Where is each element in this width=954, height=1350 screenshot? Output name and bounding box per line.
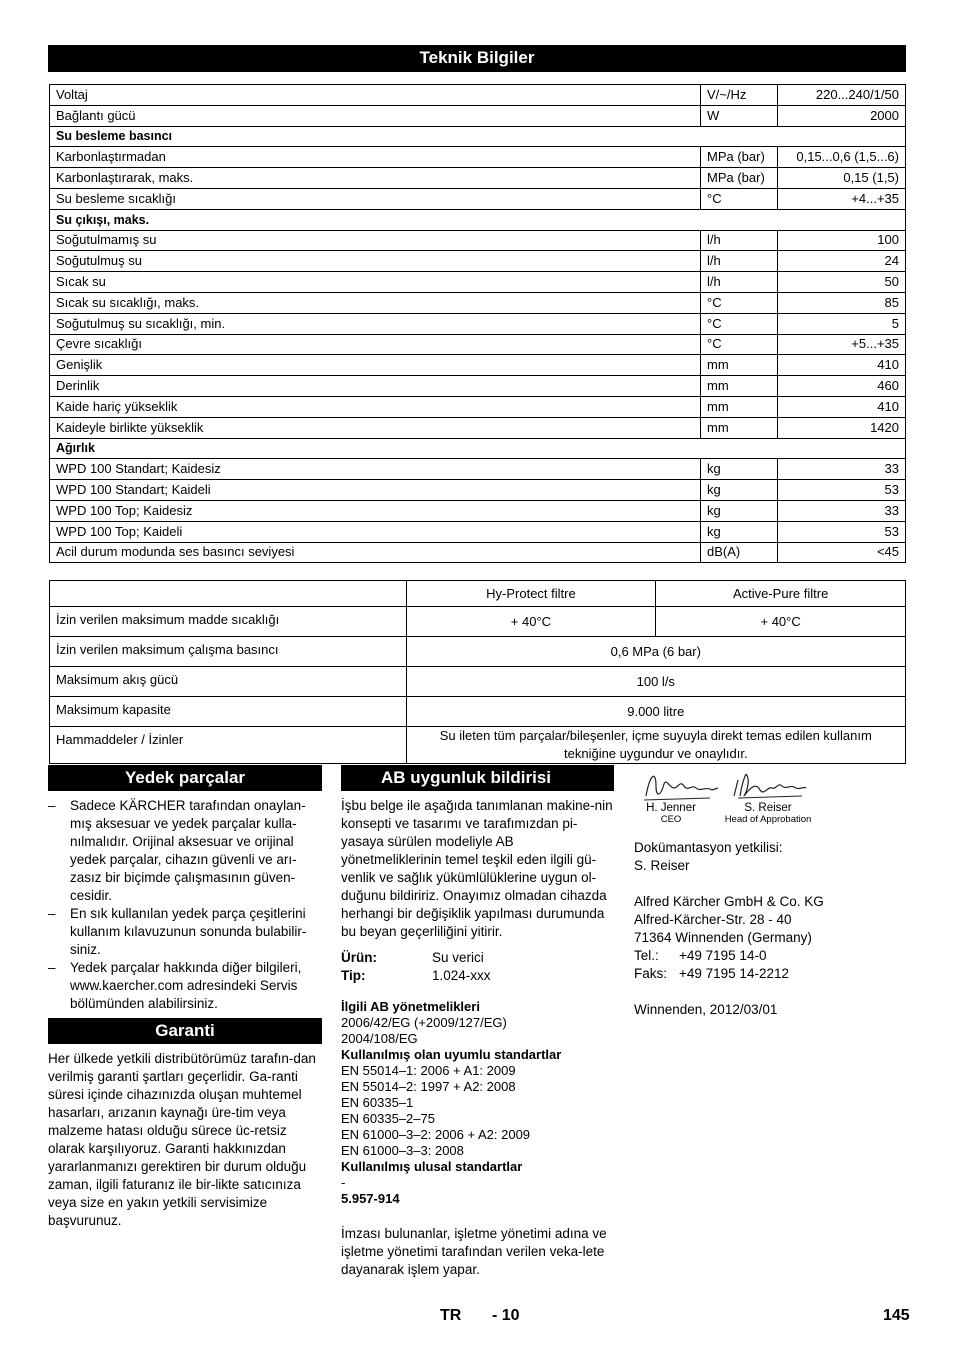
cell-value: 0,15...0,6 (1,5...6) bbox=[778, 147, 906, 168]
cell-label: Acil durum modunda ses basıncı seviyesi bbox=[50, 542, 701, 563]
signer-name: H. Jenner bbox=[646, 802, 696, 814]
type-value: 1.024-xxx bbox=[432, 968, 491, 983]
cell-value: 410 bbox=[778, 355, 906, 376]
table-row bbox=[50, 251, 906, 272]
table-row bbox=[50, 667, 906, 697]
section-label: Ağırlık bbox=[50, 438, 906, 459]
cell-unit: W bbox=[701, 105, 778, 126]
cell-unit: l/h bbox=[701, 272, 778, 293]
cell-label: İzin verilen maksimum çalışma basıncı bbox=[50, 637, 407, 667]
cell-value: 24 bbox=[778, 251, 906, 272]
cell-value: 460 bbox=[778, 376, 906, 397]
signer-name: S. Reiser bbox=[744, 802, 792, 814]
list-item: EN 60335–2–75 bbox=[341, 1111, 435, 1126]
cell-unit: mm bbox=[701, 417, 778, 438]
cell-value: + 40°C bbox=[656, 607, 906, 637]
cell-value: 410 bbox=[778, 396, 906, 417]
national-value: - bbox=[341, 1175, 346, 1190]
signer-role: CEO bbox=[660, 814, 682, 825]
section-title: AB uygunluk bildirisi bbox=[381, 768, 552, 787]
section-title: Yedek parçalar bbox=[124, 768, 246, 787]
warranty-text: Her ülkede yetkili distribütörümüz tarafın-dan verilmiş garanti şartları geçerlidir. Ga-ranti süresi içinde cihazınızda oluşan muhtemel hasarları, arızanın kaynağı üre-tim veya malzeme hatası olduğu sürece üc-retsiz olarak karşılıyoruz. Garanti hakkınızdan yararlanmanızı gerektiren bir durum olduğu zaman, ilgili faturanız ile bir-likte satıcınıza veya size en yakın yetkili servisimize başvurunuz. bbox=[48, 1051, 316, 1228]
conformity-column bbox=[341, 797, 616, 1279]
product-row bbox=[341, 949, 616, 967]
warranty-column bbox=[48, 1050, 322, 1230]
column-header bbox=[50, 581, 407, 607]
table-row bbox=[50, 376, 906, 397]
table-row bbox=[50, 697, 906, 727]
cell-unit: kg bbox=[701, 521, 778, 542]
cell-unit: mm bbox=[701, 376, 778, 397]
list-item: – En sık kullanılan yedek parça çeşitlerini kullanım kılavuzunun sonunda bulabilir-siniz. bbox=[48, 905, 322, 959]
cell-unit: mm bbox=[701, 355, 778, 376]
cell-value: 1420 bbox=[778, 417, 906, 438]
cell-unit: l/h bbox=[701, 251, 778, 272]
table-row bbox=[50, 637, 906, 667]
table-row bbox=[50, 607, 906, 637]
list-item: – Yedek parçalar hakkında diğer bilgileri, www.kaercher.com adresindeki Servis bölümünden alabilirsiniz. bbox=[48, 959, 322, 1013]
company: Alfred Kärcher GmbH & Co. KG bbox=[634, 894, 824, 909]
signature-jenner-icon bbox=[640, 766, 724, 806]
table-row bbox=[50, 355, 906, 376]
cell-value: 100 l/s bbox=[406, 667, 905, 697]
cell-label: Derinlik bbox=[50, 376, 701, 397]
tel-row bbox=[634, 947, 904, 965]
fax-row bbox=[634, 965, 904, 983]
cell-value: 2000 bbox=[778, 105, 906, 126]
table-header-row bbox=[50, 581, 906, 607]
table-section-row bbox=[50, 126, 906, 147]
cell-value: +5...+35 bbox=[778, 334, 906, 355]
list-item: EN 60335–1 bbox=[341, 1095, 414, 1110]
section-header-conformity bbox=[341, 765, 614, 791]
standards-title: Kullanılmış olan uyumlu standartlar bbox=[341, 1047, 562, 1062]
cell-label: Hammaddeler / İzinler bbox=[50, 727, 407, 764]
spares-column bbox=[48, 797, 322, 1013]
section-title: Teknik Bilgiler bbox=[419, 48, 535, 67]
table-section-row bbox=[50, 438, 906, 459]
cell-unit: l/h bbox=[701, 230, 778, 251]
signer-role: Head of Approbation bbox=[724, 814, 812, 825]
section-label: Su çıkışı, maks. bbox=[50, 209, 906, 230]
conformity-intro: İşbu belge ile aşağıda tanımlanan makine-nin konsepti ve tasarımı ve tarafımızdan pi-yasaya sürülen modeliyle AB yönetmeliklerinin temel teşkil eden ilgili gü-venlik ve sağlık yükümlülüklerine uygun ol-duğunu bildiririz. Onayımız olmadan cihazda herhangi bir değişiklik yapılması durumunda bu beyan geçerliliğini yitirir. bbox=[341, 798, 613, 939]
technical-table bbox=[49, 84, 906, 563]
section-header-spares bbox=[48, 765, 322, 791]
cell-unit: mm bbox=[701, 396, 778, 417]
cell-unit: °C bbox=[701, 334, 778, 355]
contact-column bbox=[634, 839, 904, 1019]
cell-value: +4...+35 bbox=[778, 188, 906, 209]
cell-value: 33 bbox=[778, 500, 906, 521]
cell-unit: °C bbox=[701, 313, 778, 334]
cell-value: 9.000 litre bbox=[406, 697, 905, 727]
doc-label: Dokümantasyon yetkilisi: bbox=[634, 840, 783, 855]
tel-label: Tel.: bbox=[634, 948, 659, 963]
table-row bbox=[50, 500, 906, 521]
cell-unit: MPa (bar) bbox=[701, 147, 778, 168]
signer-reiser bbox=[718, 802, 818, 825]
section-label: Su besleme basıncı bbox=[50, 126, 906, 147]
cell-value: 53 bbox=[778, 480, 906, 501]
column-header: Hy-Protect filtre bbox=[406, 581, 656, 607]
cell-unit: dB(A) bbox=[701, 542, 778, 563]
product-label: Ürün: bbox=[341, 950, 377, 965]
cell-label: Genişlik bbox=[50, 355, 701, 376]
document-number: 5.957-914 bbox=[341, 1191, 400, 1206]
street: Alfred-Kärcher-Str. 28 - 40 bbox=[634, 912, 792, 927]
cell-label: Soğutulmamış su bbox=[50, 230, 701, 251]
fax-value: +49 7195 14-2212 bbox=[679, 966, 789, 981]
directives-list bbox=[341, 1015, 616, 1047]
cell-unit: MPa (bar) bbox=[701, 168, 778, 189]
cell-value: 100 bbox=[778, 230, 906, 251]
cell-value: 85 bbox=[778, 292, 906, 313]
cell-value: <45 bbox=[778, 542, 906, 563]
date: Winnenden, 2012/03/01 bbox=[634, 1002, 778, 1017]
cell-value: Su ileten tüm parçalar/bileşenler, içme suyuyla direkt temas edilen kullanım tekniğine uygundur ve onaylıdır. bbox=[406, 727, 905, 764]
national-title: Kullanılmış ulusal standartlar bbox=[341, 1159, 523, 1174]
table-row bbox=[50, 168, 906, 189]
city: 71364 Winnenden (Germany) bbox=[634, 930, 812, 945]
cell-value: + 40°C bbox=[406, 607, 656, 637]
list-item: – Sadece KÄRCHER tarafından onaylan-mış aksesuar ve yedek parçalar kulla-nılmalıdır. Orijinal aksesuar ve orijinal yedek parçalar, cihazın güvenli ve arı-zasız bir biçimde çalışmasının güven-cesidir. bbox=[48, 797, 322, 905]
section-header-warranty bbox=[48, 1018, 322, 1044]
list-item: EN 61000–3–3: 2008 bbox=[341, 1143, 464, 1158]
cell-unit: kg bbox=[701, 459, 778, 480]
cell-value: 50 bbox=[778, 272, 906, 293]
list-item: 2006/42/EG (+2009/127/EG) bbox=[341, 1015, 507, 1030]
filter-table bbox=[49, 580, 906, 764]
cell-label: Karbonlaştırarak, maks. bbox=[50, 168, 701, 189]
footer-page-number: 145 bbox=[883, 1307, 910, 1324]
footer-local-page: - 10 bbox=[492, 1307, 520, 1324]
cell-label: Maksimum kapasite bbox=[50, 697, 407, 727]
product-value: Su verici bbox=[432, 950, 484, 965]
cell-unit: V/~/Hz bbox=[701, 85, 778, 106]
cell-label: Maksimum akış gücü bbox=[50, 667, 407, 697]
table-row bbox=[50, 292, 906, 313]
cell-unit: kg bbox=[701, 500, 778, 521]
tel-value: +49 7195 14-0 bbox=[679, 948, 767, 963]
conformity-closing: İmzası bulunanlar, işletme yönetimi adına ve işletme yönetimi tarafından verilen veka-lete dayanarak işlem yapar. bbox=[341, 1226, 607, 1277]
column-header: Active-Pure filtre bbox=[656, 581, 906, 607]
cell-value: 33 bbox=[778, 459, 906, 480]
cell-value: 0,6 MPa (6 bar) bbox=[406, 637, 905, 667]
table-row bbox=[50, 521, 906, 542]
footer-lang: TR bbox=[440, 1307, 462, 1324]
spares-list bbox=[48, 797, 322, 1013]
table-row bbox=[50, 85, 906, 106]
list-item: EN 61000–3–2: 2006 + A2: 2009 bbox=[341, 1127, 531, 1142]
cell-label: Sıcak su bbox=[50, 272, 701, 293]
cell-label: WPD 100 Standart; Kaidesiz bbox=[50, 459, 701, 480]
table-row bbox=[50, 334, 906, 355]
cell-label: WPD 100 Standart; Kaideli bbox=[50, 480, 701, 501]
cell-label: Soğutulmuş su sıcaklığı, min. bbox=[50, 313, 701, 334]
cell-value: 53 bbox=[778, 521, 906, 542]
table-row bbox=[50, 272, 906, 293]
cell-label: Sıcak su sıcaklığı, maks. bbox=[50, 292, 701, 313]
cell-unit: kg bbox=[701, 480, 778, 501]
cell-label: Voltaj bbox=[50, 85, 701, 106]
cell-value: 5 bbox=[778, 313, 906, 334]
cell-value: 220...240/1/50 bbox=[778, 85, 906, 106]
list-item: EN 55014–1: 2006 + A1: 2009 bbox=[341, 1063, 516, 1078]
cell-unit: °C bbox=[701, 292, 778, 313]
doc-name: S. Reiser bbox=[634, 858, 690, 873]
type-label: Tip: bbox=[341, 968, 366, 983]
table-row bbox=[50, 147, 906, 168]
cell-label: Soğutulmuş su bbox=[50, 251, 701, 272]
list-item: EN 55014–2: 1997 + A2: 2008 bbox=[341, 1079, 516, 1094]
fax-label: Faks: bbox=[634, 966, 668, 981]
cell-label: WPD 100 Top; Kaidesiz bbox=[50, 500, 701, 521]
table-row bbox=[50, 313, 906, 334]
signature-reiser-icon bbox=[730, 768, 810, 804]
table-row bbox=[50, 105, 906, 126]
cell-label: Çevre sıcaklığı bbox=[50, 334, 701, 355]
table-row bbox=[50, 396, 906, 417]
cell-unit: °C bbox=[701, 188, 778, 209]
cell-label: Karbonlaştırmadan bbox=[50, 147, 701, 168]
table-row bbox=[50, 417, 906, 438]
table-row bbox=[50, 480, 906, 501]
cell-label: Bağlantı gücü bbox=[50, 105, 701, 126]
section-title: Garanti bbox=[155, 1021, 215, 1040]
cell-label: İzin verilen maksimum madde sıcaklığı bbox=[50, 607, 407, 637]
cell-label: WPD 100 Top; Kaideli bbox=[50, 521, 701, 542]
section-header-technical bbox=[48, 45, 906, 72]
standards-list bbox=[341, 1063, 616, 1159]
table-row bbox=[50, 459, 906, 480]
cell-label: Kaideyle birlikte yükseklik bbox=[50, 417, 701, 438]
directives-title: İlgili AB yönetmelikleri bbox=[341, 999, 480, 1014]
table-row bbox=[50, 188, 906, 209]
table-row bbox=[50, 727, 906, 764]
table-row bbox=[50, 542, 906, 563]
table-row bbox=[50, 230, 906, 251]
signer-jenner bbox=[636, 802, 706, 825]
cell-label: Su besleme sıcaklığı bbox=[50, 188, 701, 209]
type-row bbox=[341, 967, 616, 985]
standards-block bbox=[341, 999, 616, 1207]
cell-value: 0,15 (1,5) bbox=[778, 168, 906, 189]
cell-label: Kaide hariç yükseklik bbox=[50, 396, 701, 417]
list-item: 2004/108/EG bbox=[341, 1031, 418, 1046]
table-section-row bbox=[50, 209, 906, 230]
